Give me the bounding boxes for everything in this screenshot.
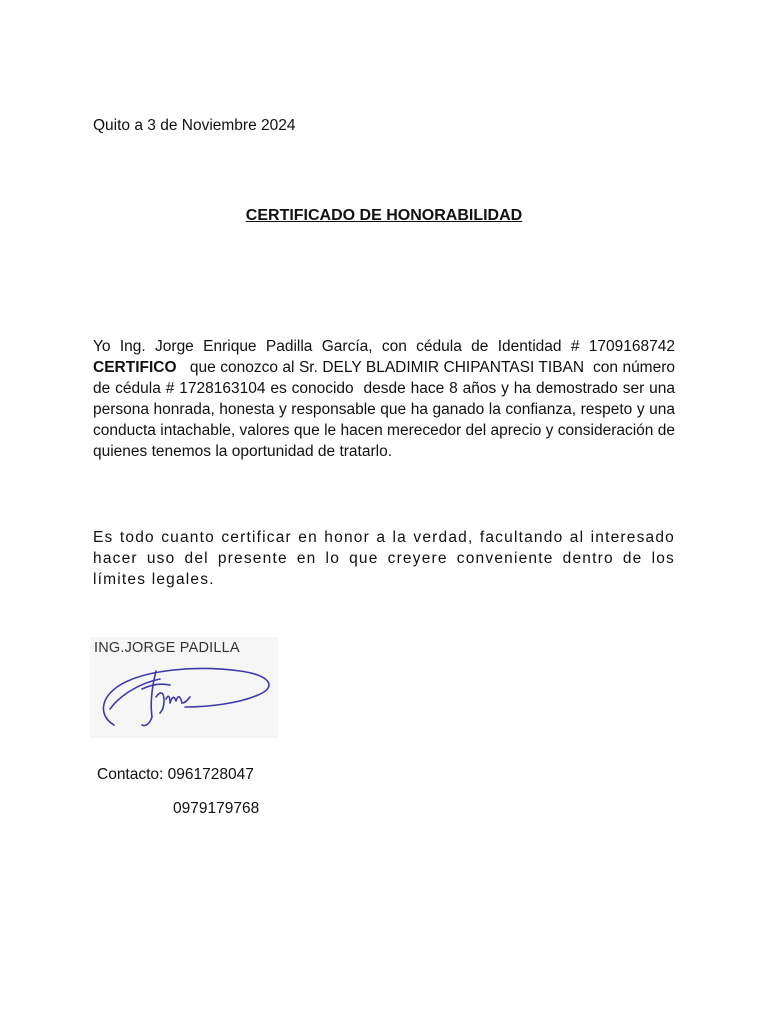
contact-line: Contacto: 0961728047 — [97, 766, 254, 783]
paragraph-body: que conozco al Sr. DELY BLADIMIR CHIPANTASI TIBAN con número de cédula # 1728163104 es conocido desde hace 8 años y ha demostrado ser una persona honrada, honesta y responsable que ha ganado la confianza, respeto y una conducta intachable, valores que le hacen merecedor del aprecio y consideración de quienes tenemos la oportunidad de tratarlo. — [93, 359, 684, 460]
signature-image — [90, 637, 278, 738]
secondary-phone: 0979179768 — [173, 800, 260, 817]
certifico-keyword: CERTIFICO — [93, 359, 177, 376]
date-line: Quito a 3 de Noviembre 2024 — [93, 117, 296, 134]
closing-paragraph: Es todo cuanto certificar en honor a la verdad, facultando al interesado hacer uso del presente en lo que creyere conveniente dentro de los límites legales. — [93, 529, 675, 588]
paragraph-intro: Yo Ing. Jorge Enrique Padilla García, con cédula de Identidad # 1709168742 — [93, 338, 675, 355]
document-title: CERTIFICADO DE HONORABILIDAD — [245, 207, 523, 224]
certification-paragraph — [93, 336, 684, 462]
signature-label: ING.JORGE PADILLA — [94, 640, 240, 656]
